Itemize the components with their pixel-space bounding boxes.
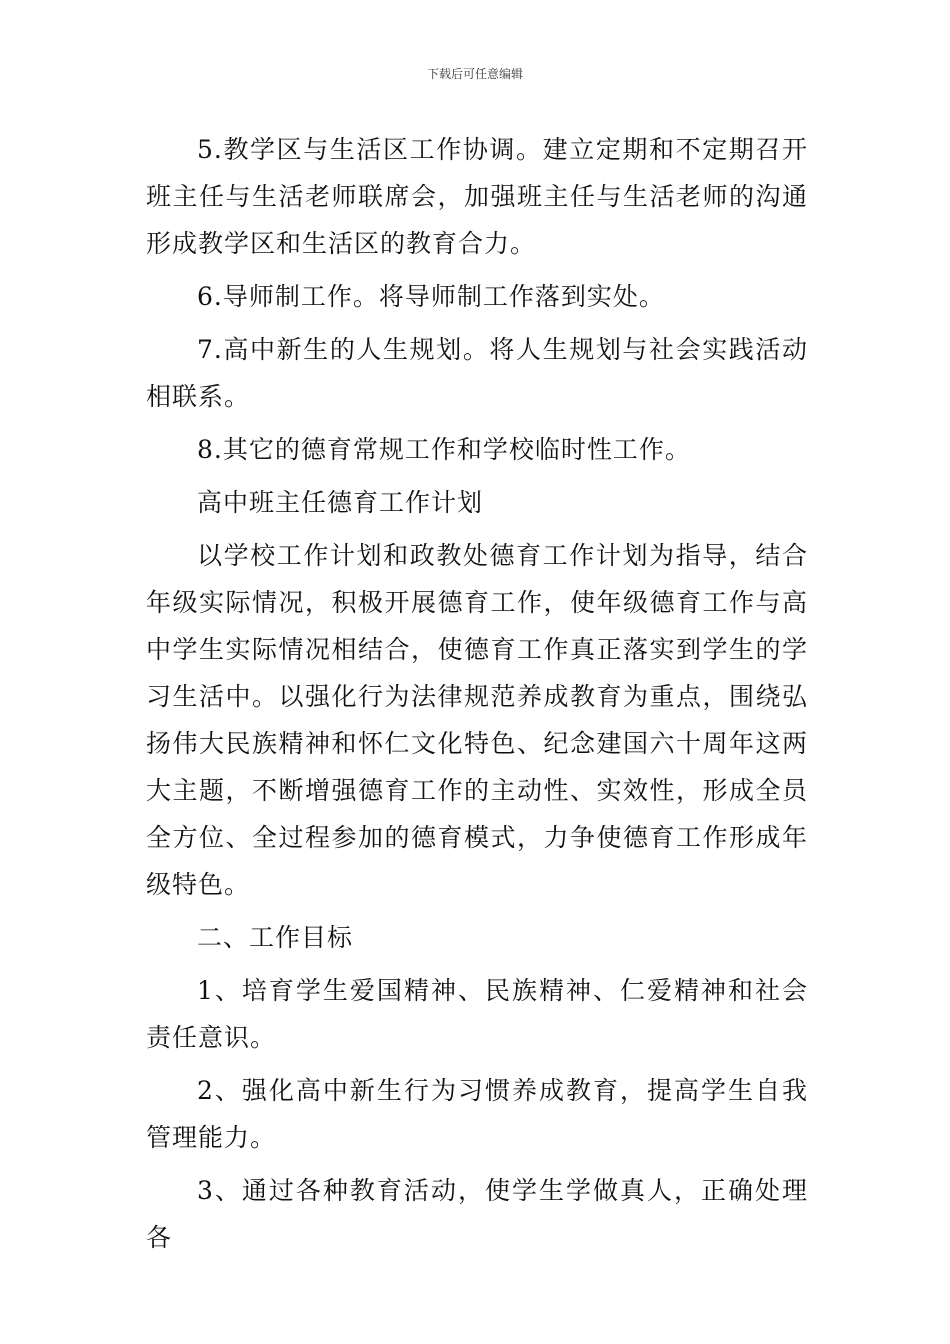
- goal-item-3: 3、通过各种教育活动，使学生学做真人，正确处理各: [146, 1176, 808, 1252]
- goal-item-2: 2、强化高中新生行为习惯养成教育，提高学生自我管理能力。: [146, 1076, 808, 1152]
- paragraph-item-7: 7.高中新生的人生规划。将人生规划与社会实践活动相联系。: [146, 335, 808, 411]
- page-header-note: 下载后可任意编辑: [426, 67, 523, 81]
- intro-paragraph: 以学校工作计划和政教处德育工作计划为指导，结合年级实际情况，积极开展德育工作，使年级德育工作与高中学生实际情况相结合，使德育工作真正落实到学生的学习生活中。以强化行为法律规范养成教育为重点，围绕弘扬伟大民族精神和怀仁文化特色、纪念建国六十周年这两大主题，不断增强德育工作的主动性、实效性，形成全员全方位、全过程参加的德育模式，力争使德育工作形成年级特色。: [146, 541, 808, 899]
- section-heading-goals: 二、工作目标: [197, 923, 354, 952]
- goal-item-1: 1、培育学生爱国精神、民族精神、仁爱精神和社会责任意识。: [146, 976, 808, 1052]
- paragraph-item-8: 8.其它的德育常规工作和学校临时性工作。: [197, 435, 691, 464]
- paragraph-item-5: 5.教学区与生活区工作协调。建立定期和不定期召开班主任与生活老师联席会，加强班主任与生活老师的沟通形成教学区和生活区的教育合力。: [146, 135, 808, 258]
- document-body: [146, 126, 808, 1261]
- section-title: 高中班主任德育工作计划: [197, 488, 484, 517]
- paragraph-item-6: 6.导师制工作。将导师制工作落到实处。: [197, 282, 665, 311]
